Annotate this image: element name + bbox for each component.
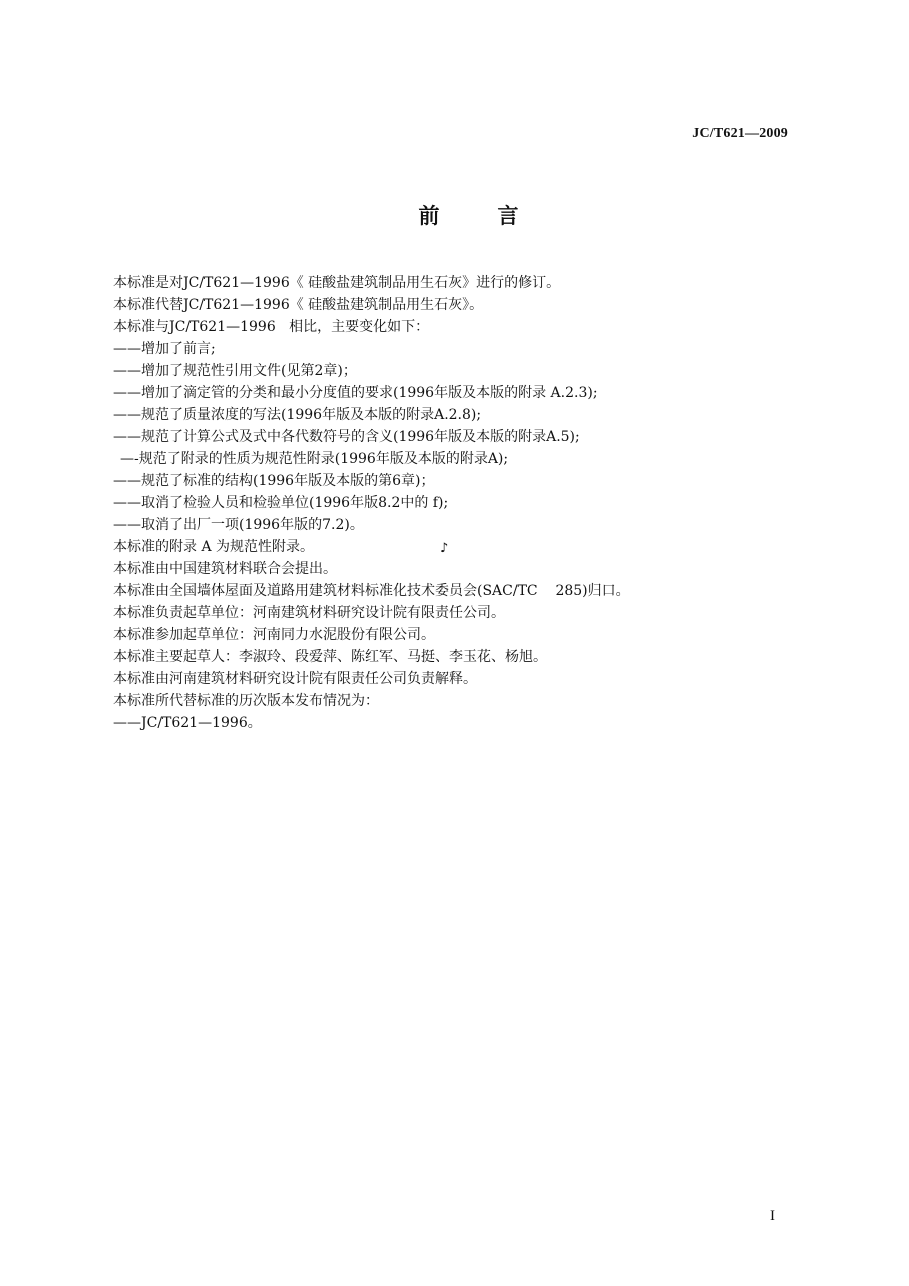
paragraph-drafting-unit: 本标准负责起草单位：河南建筑材料研究设计院有限责任公司。: [113, 605, 505, 621]
list-item: ——规范了标准的结构(1996年版及本版的第6章)；: [113, 473, 435, 489]
paragraph-history-intro: 本标准所代替标准的历次版本发布情况为：: [113, 693, 379, 709]
foreword-body: [113, 272, 753, 734]
paragraph-proposed-by: 本标准由中国建筑材料联合会提出。: [113, 561, 337, 577]
standard-code: JC/T621—2009: [692, 126, 788, 141]
paragraph-drafters: 本标准主要起草人：李淑玲、段爱萍、陈红军、马挺、李玉花、杨旭。: [113, 649, 547, 665]
paragraph-changes-intro: 本标准与JC/T621—1996 相比，主要变化如下：: [113, 319, 430, 335]
list-item: ——规范了质量浓度的写法(1996年版及本版的附录A.2.8);: [113, 407, 482, 423]
list-item: ——JC/T621—1996。: [113, 715, 262, 731]
list-item: ——增加了滴定管的分类和最小分度值的要求(1996年版及本版的附录 A.2.3);: [113, 385, 598, 401]
paragraph-annex: 本标准的附录 A 为规范性附录。: [113, 539, 315, 555]
page-number: I: [770, 1208, 775, 1224]
list-item: ——取消了检验人员和检验单位(1996年版8.2中的 f);: [113, 495, 449, 511]
paragraph-interpretation: 本标准由河南建筑材料研究设计院有限责任公司负责解释。: [113, 671, 477, 687]
paragraph-revision: 本标准是对JC/T621—1996《 硅酸盐建筑制品用生石灰》进行的修订。: [113, 275, 561, 291]
list-item: —-规范了附录的性质为规范性附录(1996年版及本版的附录A);: [120, 451, 509, 467]
page-title: 前言: [418, 204, 577, 228]
list-item: ——规范了计算公式及式中各代数符号的含义(1996年版及本版的附录A.5);: [113, 429, 580, 445]
stray-mark: ♪: [440, 541, 449, 556]
paragraph-centralized-by: 本标准由全国墙体屋面及道路用建筑材料标准化技术委员会(SAC/TC 285)归口。: [113, 583, 630, 599]
paragraph-participating-unit: 本标准参加起草单位：河南同力水泥股份有限公司。: [113, 627, 435, 643]
list-item: ——增加了规范性引用文件(见第2章)；: [113, 363, 357, 379]
list-item: ——增加了前言;: [113, 341, 216, 357]
list-item: ——取消了出厂一项(1996年版的7.2)。: [113, 517, 364, 533]
paragraph-replaces: 本标准代替JC/T621—1996《 硅酸盐建筑制品用生石灰》。: [113, 297, 484, 313]
